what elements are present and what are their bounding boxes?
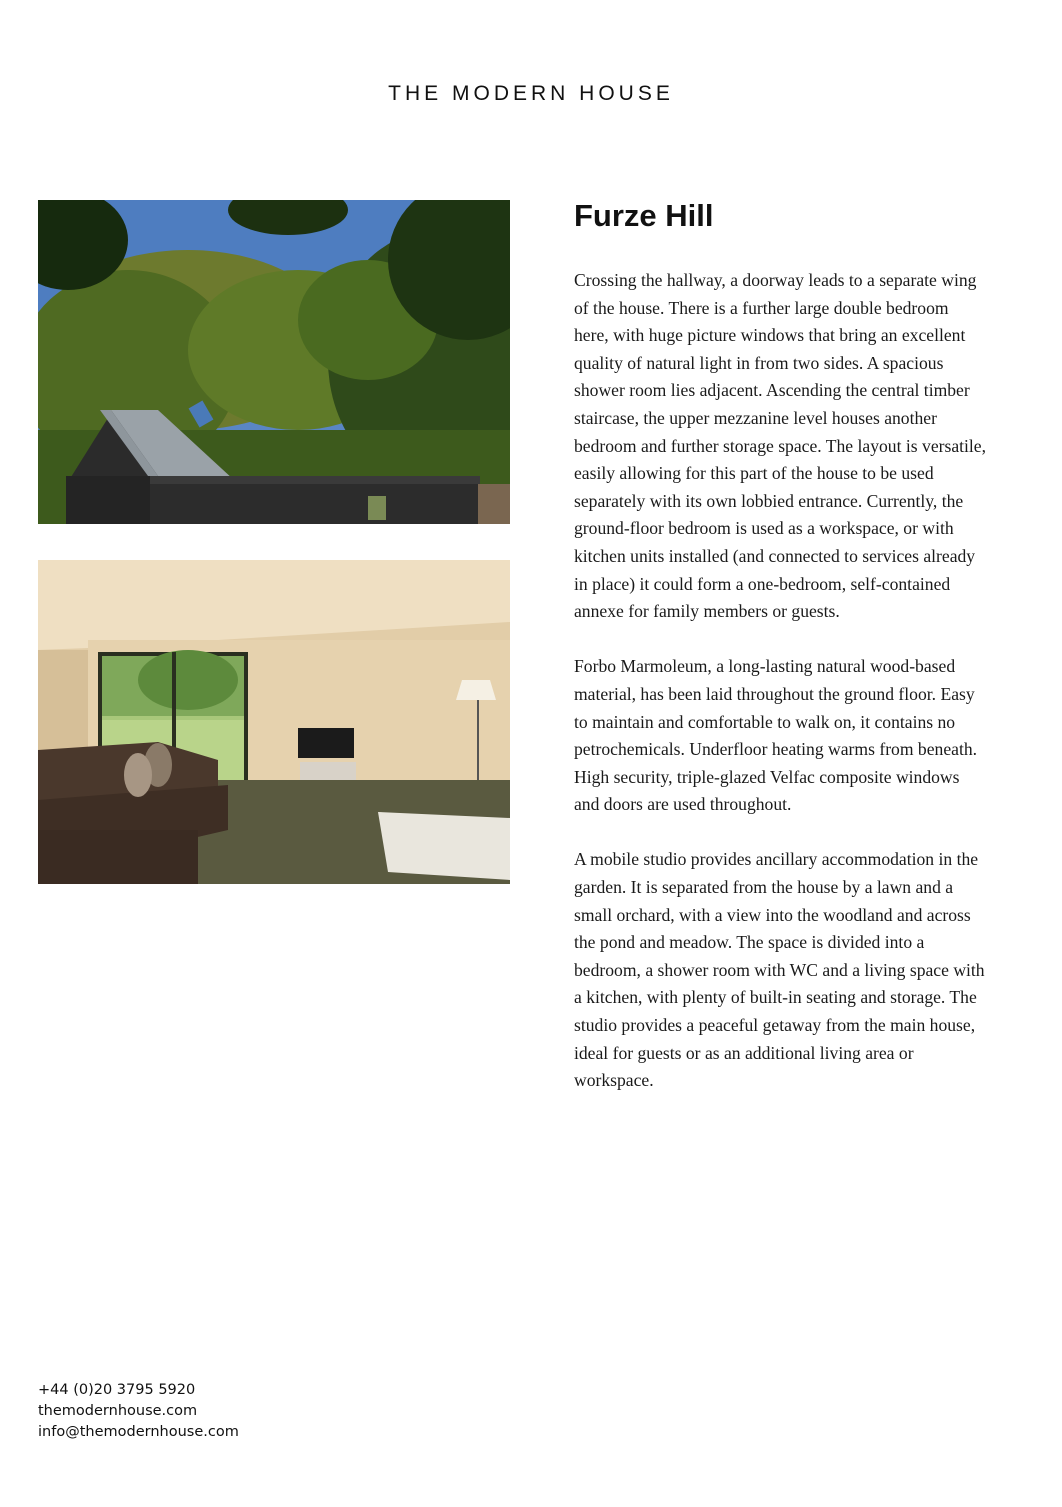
interior-illustration bbox=[38, 560, 510, 884]
email-link[interactable]: info@themodernhouse.com bbox=[38, 1424, 239, 1440]
interior-photo bbox=[38, 560, 510, 884]
article-title: Furze Hill bbox=[574, 198, 714, 233]
brand-wordmark: THE MODERN HOUSE bbox=[388, 82, 674, 105]
exterior-photo bbox=[38, 200, 510, 524]
paragraph: A mobile studio provides ancillary accommodation in the garden. It is separated from the house by a lawn and a small orchard, with a view into the woodland and across the pond and meadow. The space is divided into a bedroom, a shower room with WC and a living space with a kitchen, with plenty of built-in seating and storage. The studio provides a peaceful getaway from the main house, ideal for guests or as an additional living area or workspace. bbox=[574, 849, 985, 1091]
website-link[interactable]: themodernhouse.com bbox=[38, 1403, 198, 1419]
paragraph: Crossing the hallway, a doorway leads to a separate wing of the house. There is a further large double bedroom here, with huge picture windows that bring an excellent quality of natural light in from two sides. A spacious shower room lies adjacent. Ascending the central timber staircase, the upper mezzanine level houses another bedroom and further storage space. The layout is versatile, easily allowing for this part of the house to be used separately with its own lobbied entrance. Currently, the ground-floor bedroom is used as a workspace, or with kitchen units installed (and connected to services already in place) it could form a one-bedroom, self-contained annexe for family members or guests. bbox=[574, 270, 987, 622]
article-body bbox=[574, 267, 986, 1122]
contact-footer bbox=[38, 1380, 239, 1443]
exterior-illustration bbox=[38, 200, 510, 524]
phone-number: +44 (0)20 3795 5920 bbox=[38, 1382, 196, 1398]
paragraph: Forbo Marmoleum, a long-lasting natural wood-based material, has been laid throughout the ground floor. Easy to maintain and comfortable to walk on, it contains no petrochemicals. Underfloor heating warms from beneath. High security, triple-glazed Velfac composite windows and doors are used throughout. bbox=[574, 656, 978, 815]
